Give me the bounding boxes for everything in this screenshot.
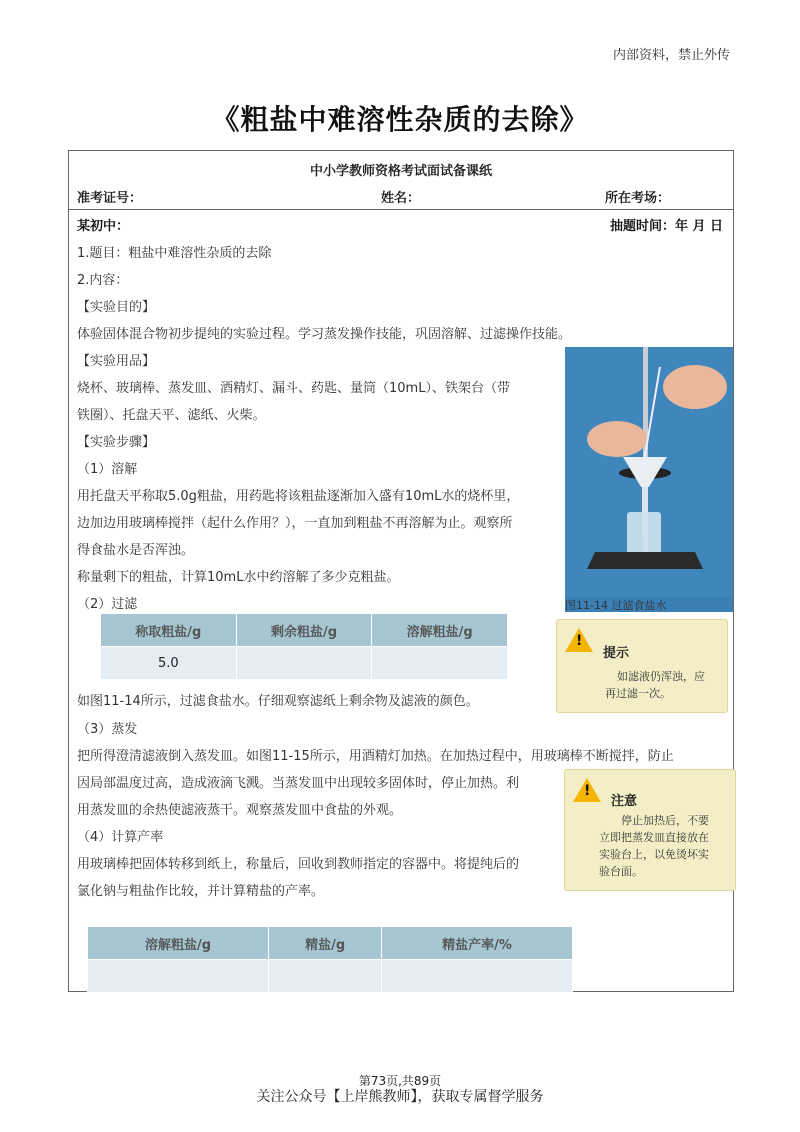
yield-table	[87, 926, 573, 993]
venue-label: 所在考场：	[605, 191, 671, 206]
purpose-heading: 【实验目的】	[77, 300, 156, 315]
draw-time-label: 抽题时间：年 月 日	[609, 219, 723, 234]
tip-title: 提示	[603, 646, 630, 661]
filtration-photo	[565, 347, 733, 612]
table1-header-3: 溶解粗盐/g	[372, 614, 508, 647]
materials-line-1: 烧杯、玻璃棒、蒸发皿、酒精灯、漏斗、药匙、量筒（10mL）、铁架台（带	[77, 381, 510, 396]
document-title: 《粗盐中难溶性杂质的去除》	[211, 103, 589, 136]
table1-header-1: 称取粗盐/g	[101, 614, 237, 647]
table2-cell-2	[269, 960, 382, 993]
caution-text-line-4: 验台面。	[599, 865, 643, 878]
page-number: 第73页,共89页	[358, 1074, 442, 1088]
purpose-text: 体验固体混合物初步提纯的实验过程。学习蒸发操作技能，巩固溶解、过滤操作技能。	[77, 327, 572, 342]
step4-line-1: 用玻璃棒把固体转移到纸上，称量后，回收到教师指定的容器中。将提纯后的	[77, 857, 520, 872]
table2-cell-3	[382, 960, 573, 993]
tip-text-line-1: 如滤液仍浑浊，应	[617, 670, 705, 683]
step2-heading: （2）过滤	[77, 597, 138, 612]
caution-text-line-2: 立即把蒸发皿直接放在	[599, 831, 709, 844]
table-row	[88, 960, 573, 993]
step1-line-1: 用托盘天平称取5.0g粗盐，用药匙将该粗盐逐渐加入盛有10mL水的烧杯里，	[77, 489, 520, 504]
name-label: 姓名：	[381, 191, 421, 206]
materials-heading: 【实验用品】	[77, 354, 156, 369]
step2-text: 如图11-14所示，过滤食盐水。仔细观察滤纸上剩余物及滤液的颜色。	[77, 694, 479, 709]
form-title: 中小学教师资格考试面试备课纸	[309, 164, 492, 179]
footer-notice: 关注公众号【上岸熊教师】，获取专属督学服务	[256, 1089, 544, 1105]
table2-header-3: 精盐产率/%	[382, 927, 573, 960]
table2-header-1: 溶解粗盐/g	[88, 927, 269, 960]
topic-line: 1.题目：粗盐中难溶性杂质的去除	[77, 246, 272, 261]
materials-line-2: 铁圈）、托盘天平、滤纸、火柴。	[77, 408, 266, 423]
step1-line-3: 得食盐水是否浑浊。	[77, 543, 195, 558]
tip-box	[556, 619, 728, 713]
caution-text-line-1: 停止加热后，不要	[621, 814, 709, 827]
school-label: 某初中：	[77, 219, 130, 234]
table1-header-2: 剩余粗盐/g	[236, 614, 372, 647]
weighing-table	[100, 613, 508, 680]
step3-line-2: 因局部温度过高，造成液滴飞溅。当蒸发皿中出现较多固体时，停止加热。利	[77, 776, 520, 791]
figure-caption: 图11-14 过滤食盐水	[565, 599, 667, 612]
content-label: 2.内容：	[77, 273, 129, 288]
caution-box	[564, 769, 736, 891]
exclamation-icon: !	[576, 633, 583, 649]
table1-cell-2	[236, 647, 372, 680]
table-row	[101, 647, 508, 680]
step1-line-2: 边加边用玻璃棒搅拌（起什么作用？），一直加到粗盐不再溶解为止。观察所	[77, 516, 513, 531]
filtration-apparatus-illustration	[565, 347, 733, 597]
confidential-label: 内部资料，禁止外传	[612, 48, 730, 63]
form-header	[69, 151, 733, 210]
steps-heading: 【实验步骤】	[77, 435, 156, 450]
caution-title: 注意	[611, 794, 638, 809]
step1-heading: （1）溶解	[77, 462, 138, 477]
table1-cell-1: 5.0	[101, 647, 237, 680]
exclamation-icon: !	[584, 783, 591, 799]
table1-cell-3	[372, 647, 508, 680]
step3-line-1: 把所得澄清滤液倒入蒸发皿。如图11-15所示，用酒精灯加热。在加热过程中，用玻璃棒不断搅拌，防止	[77, 749, 674, 764]
tip-text-line-2: 再过滤一次。	[605, 687, 671, 700]
step4-line-2: 氯化钠与粗盐作比较，并计算精盐的产率。	[77, 884, 325, 899]
lesson-plan-form	[68, 150, 734, 992]
step1-line-4: 称量剩下的粗盐，计算10mL水中约溶解了多少克粗盐。	[77, 570, 400, 585]
step4-heading: （4）计算产率	[77, 830, 164, 845]
step3-heading: （3）蒸发	[77, 722, 138, 737]
step3-line-3: 用蒸发皿的余热使滤液蒸干。观察蒸发皿中食盐的外观。	[77, 803, 403, 818]
table2-cell-1	[88, 960, 269, 993]
caution-text-line-3: 实验台上，以免烫坏实	[599, 848, 709, 861]
table2-header-2: 精盐/g	[269, 927, 382, 960]
exam-id-label: 准考证号：	[77, 191, 143, 206]
